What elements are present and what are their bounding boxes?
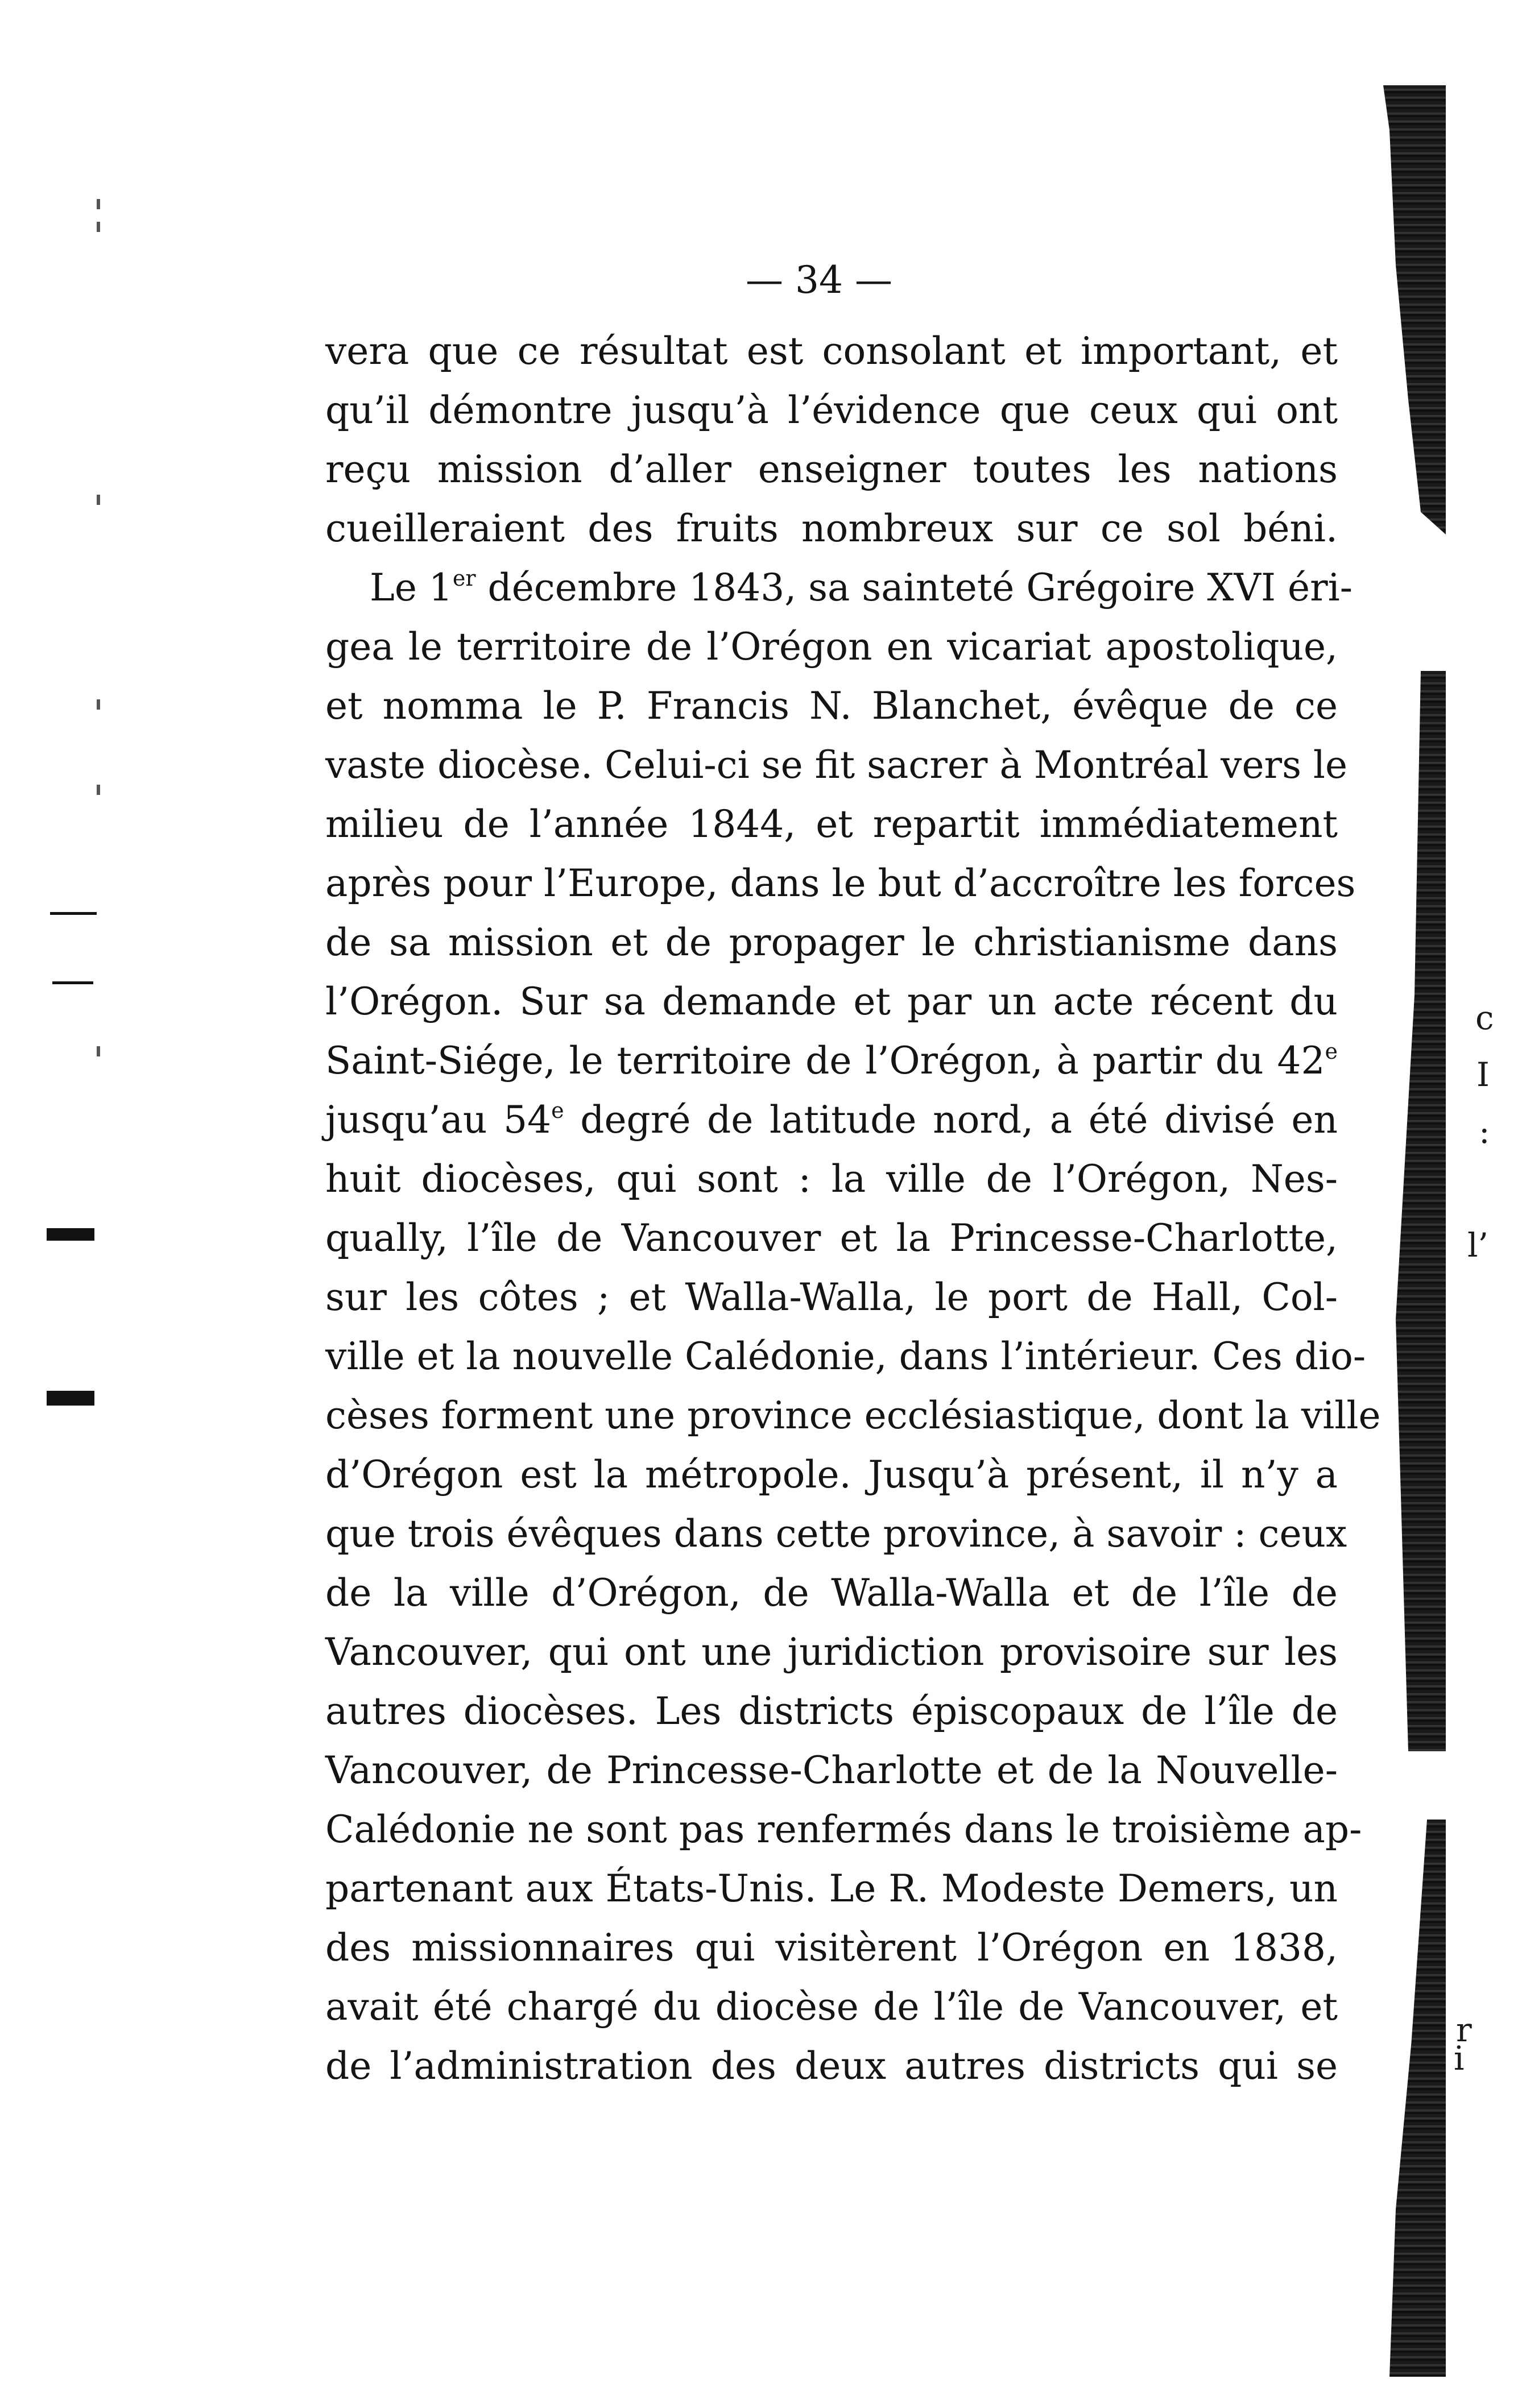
text-line: reçu mission d’aller enseigner toutes les nations xyxy=(325,447,1338,491)
margin-speck xyxy=(97,199,100,209)
text-line: sur les côtes ; et Walla-Walla, le port de Hall, Col- xyxy=(325,1275,1338,1319)
text-line: ville et la nouvelle Calédonie, dans l’intérieur. Ces dio- xyxy=(325,1334,1366,1378)
edge-fragment: I xyxy=(1476,1055,1490,1094)
page-number: — 34 — xyxy=(746,258,892,302)
text-line: Le 1er décembre 1843, sa sainteté Grégoire XVI éri- xyxy=(370,566,1353,610)
text-line: cueilleraient des fruits nombreux sur ce sol béni. xyxy=(325,507,1338,550)
text-line: de la ville d’Orégon, de Walla-Walla et de l’île de xyxy=(325,1571,1338,1615)
text-line: qu’il démontre jusqu’à l’évidence que ceux qui ont xyxy=(325,388,1338,432)
edge-fragment: l’ xyxy=(1467,1226,1488,1265)
binding-shadow-bottom xyxy=(1383,1820,1446,2377)
text-line: des missionnaires qui visitèrent l’Orégon en 1838, xyxy=(325,1926,1338,1970)
edge-fragment: c xyxy=(1475,998,1494,1037)
margin-speck xyxy=(97,699,100,710)
body-text xyxy=(325,322,1381,2096)
text-line: de sa mission et de propager le christianisme dans xyxy=(325,921,1338,964)
text-line: et nomma le P. Francis N. Blanchet, évêque de ce xyxy=(325,684,1338,728)
text-line: vaste diocèse. Celui-ci se fit sacrer à Montréal vers le xyxy=(325,743,1348,787)
margin-rule xyxy=(50,912,97,915)
text-line: après pour l’Europe, dans le but d’accroître les forces xyxy=(325,861,1356,905)
margin-block-mark xyxy=(47,1228,94,1241)
text-line: milieu de l’année 1844, et repartit immédiatement xyxy=(325,802,1338,846)
binding-shadow-middle xyxy=(1383,671,1446,1751)
text-line: avait été chargé du diocèse de l’île de Vancouver, et xyxy=(325,1985,1338,2029)
edge-fragment: r xyxy=(1456,2011,1472,2049)
text-line: Vancouver, de Princesse-Charlotte et de la Nouvelle- xyxy=(325,1748,1338,1792)
text-line: cèses forment une province ecclésiastique, dont la ville xyxy=(325,1394,1381,1437)
text-line: que trois évêques dans cette province, à savoir : ceux xyxy=(325,1512,1347,1556)
margin-block-mark xyxy=(47,1391,94,1406)
text-line: Vancouver, qui ont une juridiction provisoire sur les xyxy=(325,1630,1338,1674)
margin-rule xyxy=(52,981,93,984)
margin-speck xyxy=(97,785,100,795)
margin-speck xyxy=(97,222,100,232)
text-line: l’Orégon. Sur sa demande et par un acte récent du xyxy=(325,980,1338,1023)
edge-fragment: i xyxy=(1454,2039,1465,2078)
text-line: qually, l’île de Vancouver et la Princesse-Charlotte, xyxy=(325,1216,1338,1260)
text-line: vera que ce résultat est consolant et important, et xyxy=(325,329,1338,373)
margin-speck xyxy=(97,495,100,505)
binding-shadow-top xyxy=(1383,85,1446,534)
text-line: partenant aux États-Unis. Le R. Modeste Demers, un xyxy=(325,1867,1338,1910)
text-line: jusqu’au 54e degré de latitude nord, a été divisé en xyxy=(325,1098,1338,1142)
text-line: huit diocèses, qui sont : la ville de l’Orégon, Nes- xyxy=(325,1157,1338,1201)
margin-speck xyxy=(97,1046,100,1056)
text-line: autres diocèses. Les districts épiscopaux de l’île de xyxy=(325,1689,1338,1733)
text-line: Saint-Siége, le territoire de l’Orégon, à partir du 42e xyxy=(325,1039,1338,1083)
text-line: gea le territoire de l’Orégon en vicariat apostolique, xyxy=(325,625,1338,669)
text-line: de l’administration des deux autres districts qui se xyxy=(325,2044,1338,2088)
text-line: d’Orégon est la métropole. Jusqu’à présent, il n’y a xyxy=(325,1453,1338,1497)
edge-fragment: : xyxy=(1479,1112,1490,1151)
text-line: Calédonie ne sont pas renfermés dans le troisième ap- xyxy=(325,1808,1362,1851)
